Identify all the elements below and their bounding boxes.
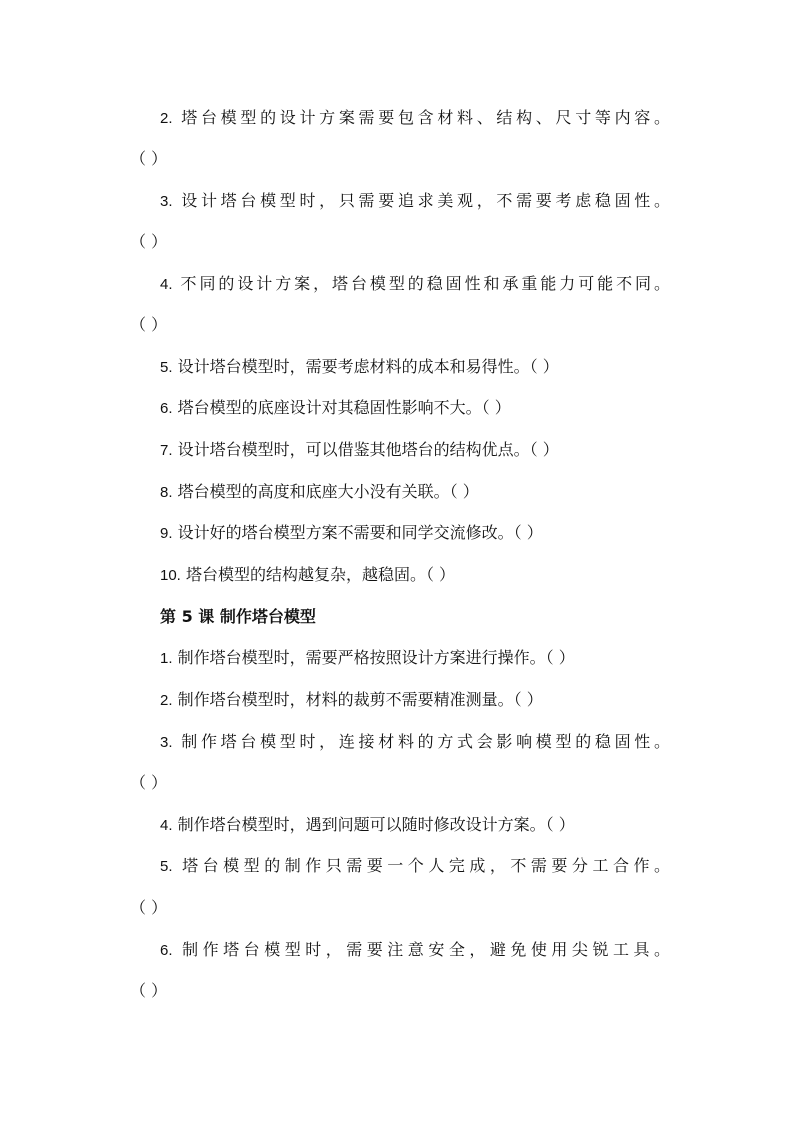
question-number: 3. — [160, 734, 173, 751]
question-text: 塔台模型的设计方案需要包含材料、结构、尺寸等内容。 — [181, 108, 670, 127]
question-text: 设计塔台模型时，可以借鉴其他塔台的结构优点。（ ） — [177, 440, 559, 459]
question-l5-3 — [160, 732, 670, 753]
lesson-5-heading: 第 5 课 制作塔台模型 — [160, 607, 316, 626]
question-number: 5. — [160, 858, 173, 875]
answer-blank-l5-3: （ ） — [130, 773, 168, 792]
question-text: 塔台模型的制作只需要一个人完成，不需要分工合作。 — [182, 856, 670, 875]
question-l5-6 — [160, 940, 670, 961]
question-text: 设计塔台模型时，需要考虑材料的成本和易得性。（ ） — [177, 357, 559, 376]
question-l4-4 — [160, 274, 670, 295]
question-text: 制作塔台模型时，遇到问题可以随时修改设计方案。（ ） — [177, 815, 575, 834]
question-number: 2. — [160, 110, 173, 127]
question-l5-5 — [160, 856, 670, 877]
question-text: 设计塔台模型时，只需要追求美观，不需要考虑稳固性。 — [181, 191, 670, 210]
question-number: 6. — [160, 400, 173, 417]
question-number: 4. — [160, 817, 173, 834]
answer-blank-l4-2: （ ） — [130, 149, 168, 168]
question-text: 塔台模型的高度和底座大小没有关联。（ ） — [177, 482, 479, 501]
question-l5-1 — [160, 648, 575, 669]
question-number: 2. — [160, 692, 173, 709]
question-number: 1. — [160, 650, 173, 667]
question-number: 6. — [160, 942, 173, 959]
question-l5-2 — [160, 690, 543, 711]
question-l4-10 — [160, 565, 455, 586]
question-l4-5 — [160, 357, 559, 378]
question-number: 7. — [160, 442, 173, 459]
question-text: 设计好的塔台模型方案不需要和同学交流修改。（ ） — [177, 523, 543, 542]
question-text: 塔台模型的底座设计对其稳固性影响不大。（ ） — [177, 398, 511, 417]
question-number: 10. — [160, 567, 181, 584]
question-text: 不同的设计方案，塔台模型的稳固性和承重能力可能不同。 — [180, 274, 670, 293]
answer-blank-l4-3: （ ） — [130, 232, 168, 251]
question-text: 制作塔台模型时，材料的裁剪不需要精准测量。（ ） — [177, 690, 543, 709]
question-text: 塔台模型的结构越复杂，越稳固。（ ） — [185, 565, 456, 584]
question-l4-8 — [160, 482, 479, 503]
question-l4-3 — [160, 191, 670, 212]
question-l4-2 — [160, 108, 670, 129]
question-number: 9. — [160, 525, 173, 542]
question-number: 8. — [160, 484, 173, 501]
question-number: 5. — [160, 359, 173, 376]
question-l4-9 — [160, 523, 543, 544]
question-l5-4 — [160, 815, 575, 836]
question-number: 3. — [160, 193, 173, 210]
answer-blank-l5-6: （ ） — [130, 981, 168, 1000]
question-l4-7 — [160, 440, 559, 461]
question-number: 4. — [160, 276, 173, 293]
question-l4-6 — [160, 398, 511, 419]
question-text: 制作塔台模型时，连接材料的方式会影响模型的稳固性。 — [181, 732, 670, 751]
answer-blank-l5-5: （ ） — [130, 898, 168, 917]
question-text: 制作塔台模型时，需要严格按照设计方案进行操作。（ ） — [177, 648, 575, 667]
answer-blank-l4-4: （ ） — [130, 315, 168, 334]
question-text: 制作塔台模型时，需要注意安全，避免使用尖锐工具。 — [182, 940, 670, 959]
